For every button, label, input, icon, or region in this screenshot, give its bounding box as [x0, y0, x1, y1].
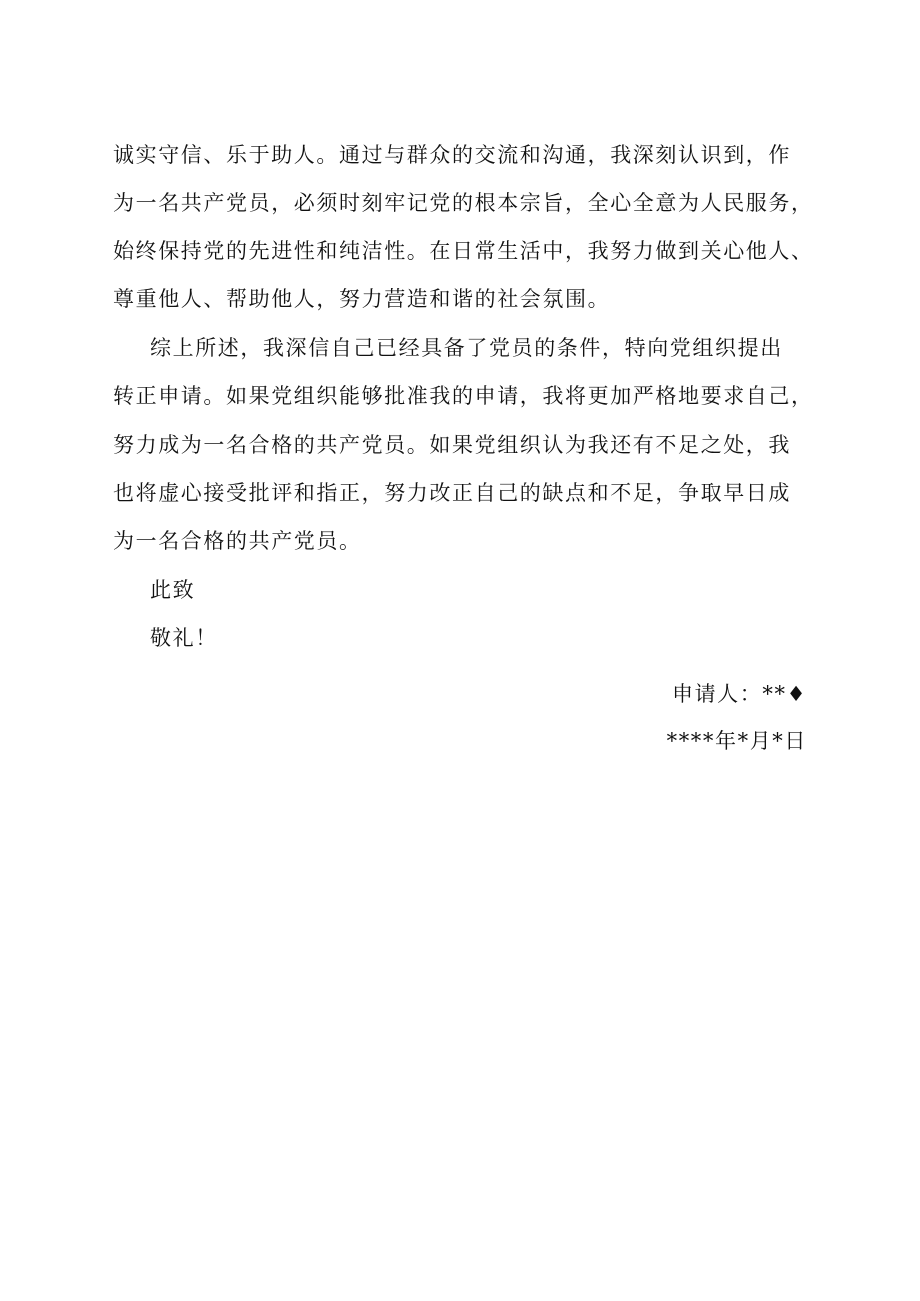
- paragraph-line: 诚实守信、乐于助人。通过与群众的交流和沟通，我深刻认识到，作: [113, 143, 791, 167]
- closing-regards: 敬礼！: [150, 626, 218, 650]
- paragraph-line: 始终保持党的先进性和纯洁性。在日常生活中，我努力做到关心他人、: [113, 239, 814, 263]
- paragraph-line: 尊重他人、帮助他人，努力营造和谐的社会氛围。: [113, 287, 611, 311]
- paragraph-line: 努力成为一名合格的共产党员。如果党组织认为我还有不足之处，我: [113, 433, 791, 457]
- closing-salutation: 此致: [150, 578, 196, 602]
- paragraph-line: 为一名合格的共产党员。: [113, 529, 362, 553]
- paragraph-line: 也将虚心接受批评和指正，努力改正自己的缺点和不足，争取早日成: [113, 481, 791, 505]
- paragraph-line: 为一名共产党员，必须时刻牢记党的根本宗旨，全心全意为人民服务，: [113, 191, 814, 215]
- applicant-signature: 申请人：**♦: [671, 682, 807, 706]
- application-date: ****年*月*日: [666, 729, 807, 753]
- paragraph-line: 综上所述，我深信自己已经具备了党员的条件，特向党组织提出: [150, 336, 783, 360]
- paragraph-line: 转正申请。如果党组织能够批准我的申请，我将更加严格地要求自己，: [113, 384, 814, 408]
